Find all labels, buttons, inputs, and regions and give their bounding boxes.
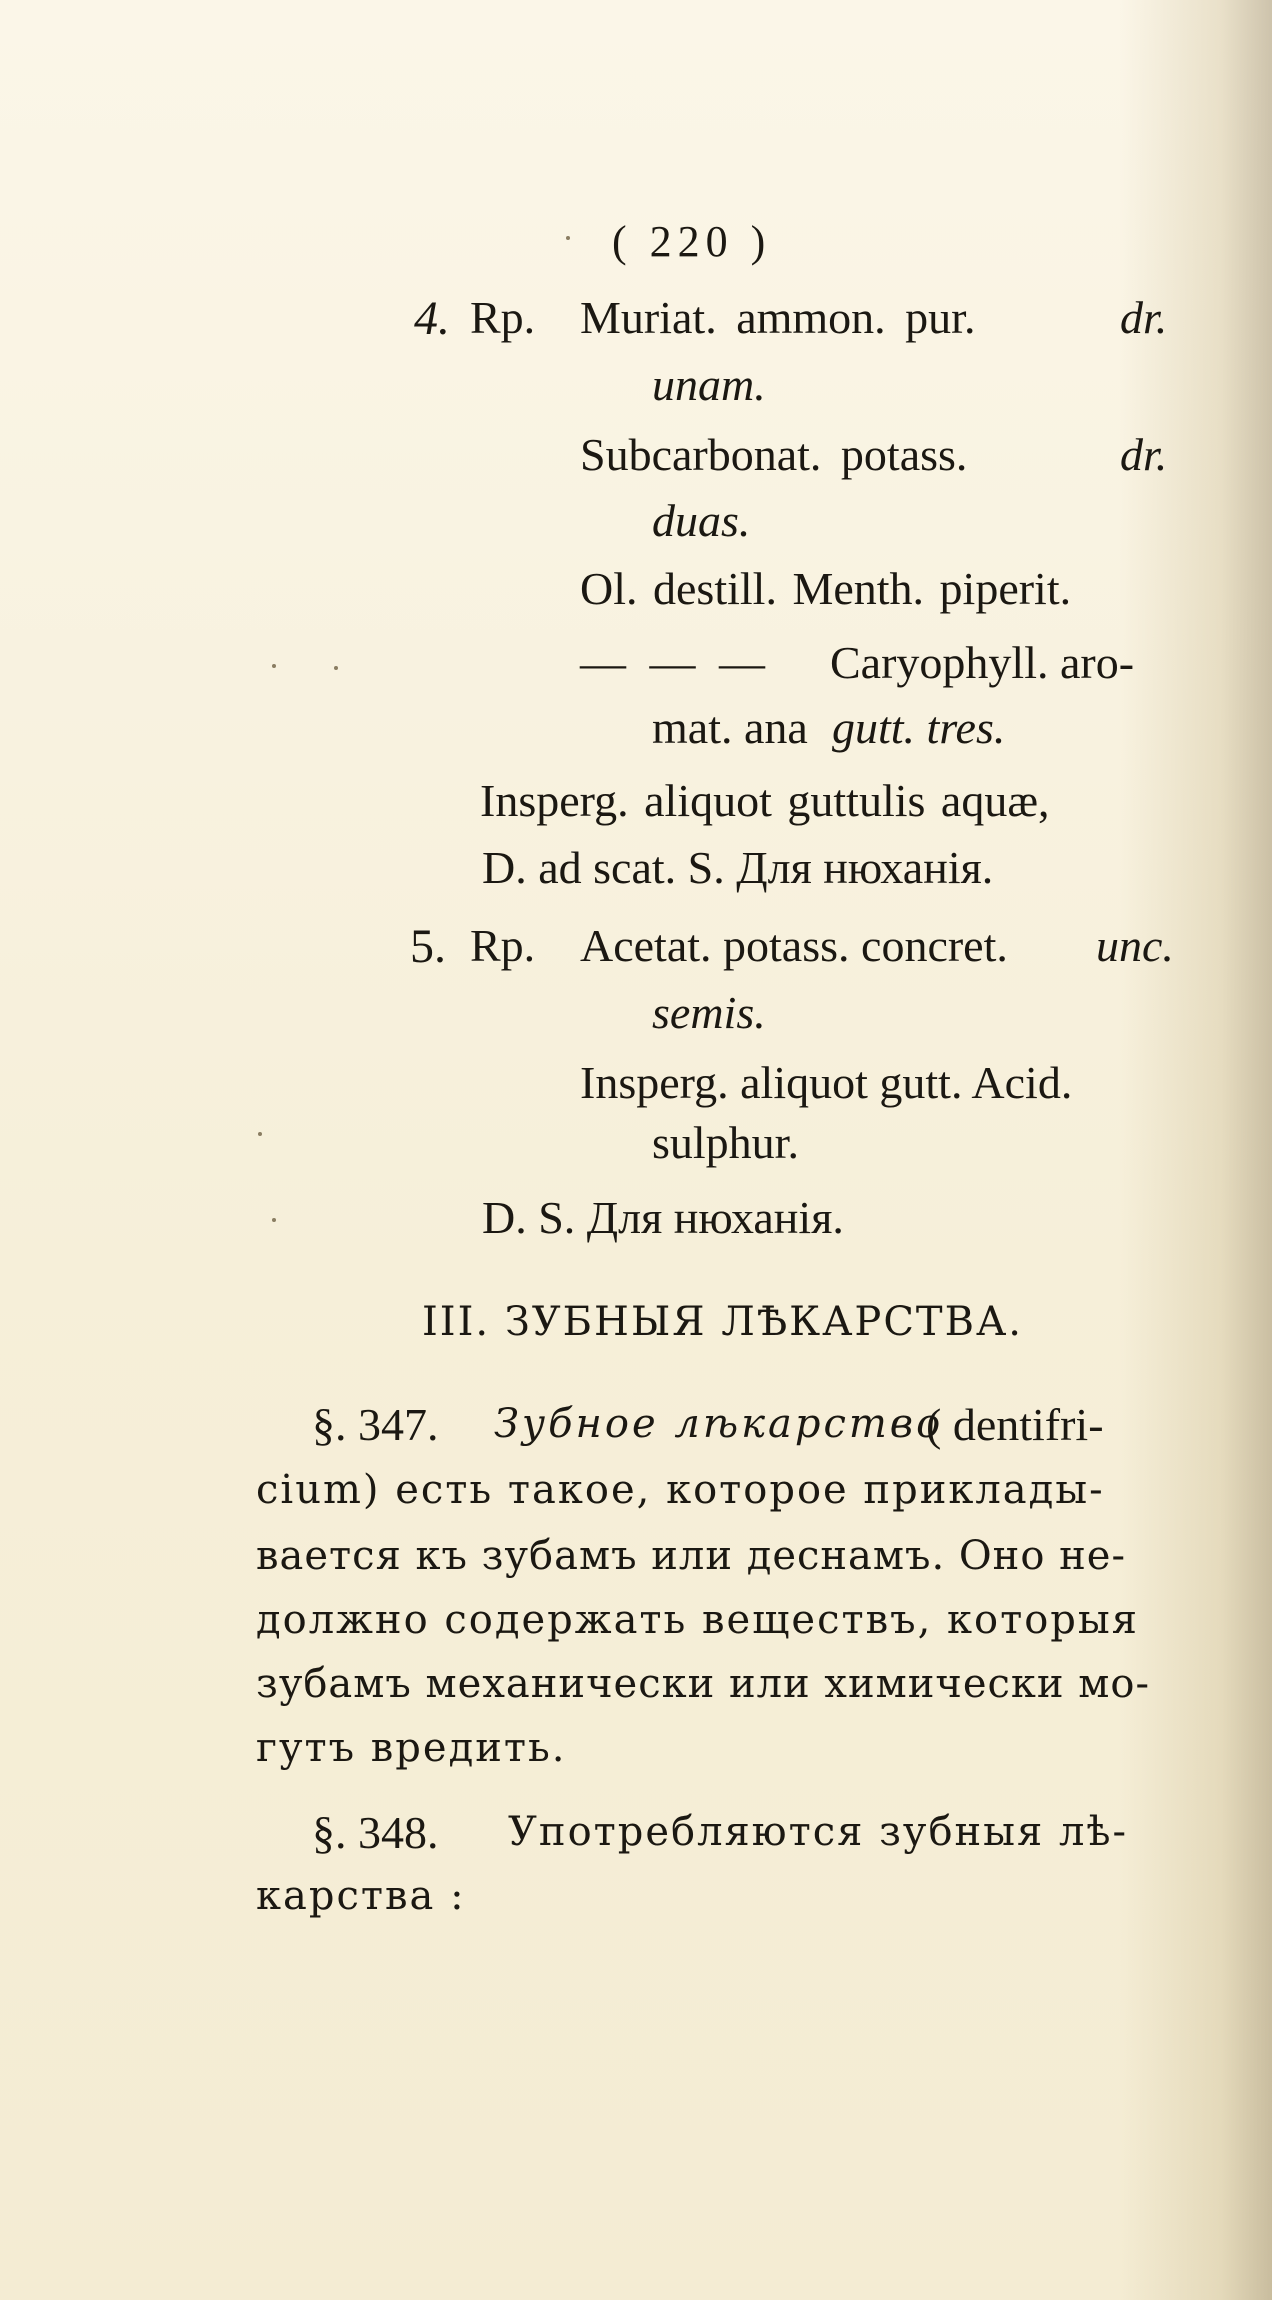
recipe-line: unam. [652,359,766,410]
paragraph-line: карства : [256,1873,466,1919]
ink-speck [272,664,276,668]
recipe-line: duas. [652,495,751,546]
paragraph-line: cium) есть такое, которое приклады- [256,1467,1105,1513]
recipe-number: 5. [410,920,446,973]
paragraph-line: ( dentifri- [926,1399,1104,1450]
recipe-number: 4. [414,292,450,345]
paragraph-number: §. 347. [312,1399,439,1450]
recipe-prefix: Rp. [470,920,536,971]
recipe-line: mat. ana [652,702,808,753]
paragraph-line: должно содержать веществъ, которыя [256,1597,1139,1643]
recipe-line: Muriat. ammon. pur. [580,292,976,343]
ink-speck [272,1218,276,1222]
recipe-dose: dr. [1120,292,1168,343]
section-heading: III. ЗУБНЫЯ ЛѢКАРСТВА. [422,1299,1024,1345]
recipe-line: sulphur. [652,1117,799,1168]
paragraph-term: Зубное лѣкарство [494,1401,944,1447]
recipe-line: Subcarbonat. potass. [580,429,968,480]
recipe-line: Acetat. potass. concret. [580,920,1008,971]
recipe-line: D. S. Для нюханія. [482,1192,844,1243]
recipe-dashes: — — — [580,637,765,688]
paragraph-number: §. 348. [312,1807,439,1858]
recipe-line: D. ad scat. S. Для нюханія. [482,842,994,893]
recipe-dose: gutt. tres. [832,702,1006,753]
paragraph-line: вается къ зубамъ или деснамъ. Оно не- [256,1533,1126,1579]
recipe-line: Insperg. aliquot gutt. Acid. [580,1057,1073,1108]
ink-speck [258,1132,262,1136]
recipe-line: Insperg. aliquot guttulis aquæ, [480,775,1050,826]
paragraph-line: зубамъ механически или химически мо- [256,1661,1151,1707]
recipe-dose: dr. [1120,429,1168,480]
recipe-line: Caryophyll. aro- [830,637,1135,688]
recipe-line: semis. [652,987,766,1038]
paragraph-line: гутъ вредить. [256,1725,567,1771]
recipe-prefix: Rp. [470,292,536,343]
ink-speck [334,666,338,670]
recipe-dose: unc. [1096,920,1174,971]
page-number: ( 220 ) [612,217,772,266]
recipe-line: Ol. destill. Menth. piperit. [580,563,1072,614]
ink-speck [566,236,570,240]
paragraph-line: Употребляются зубныя лѣ- [508,1809,1129,1855]
